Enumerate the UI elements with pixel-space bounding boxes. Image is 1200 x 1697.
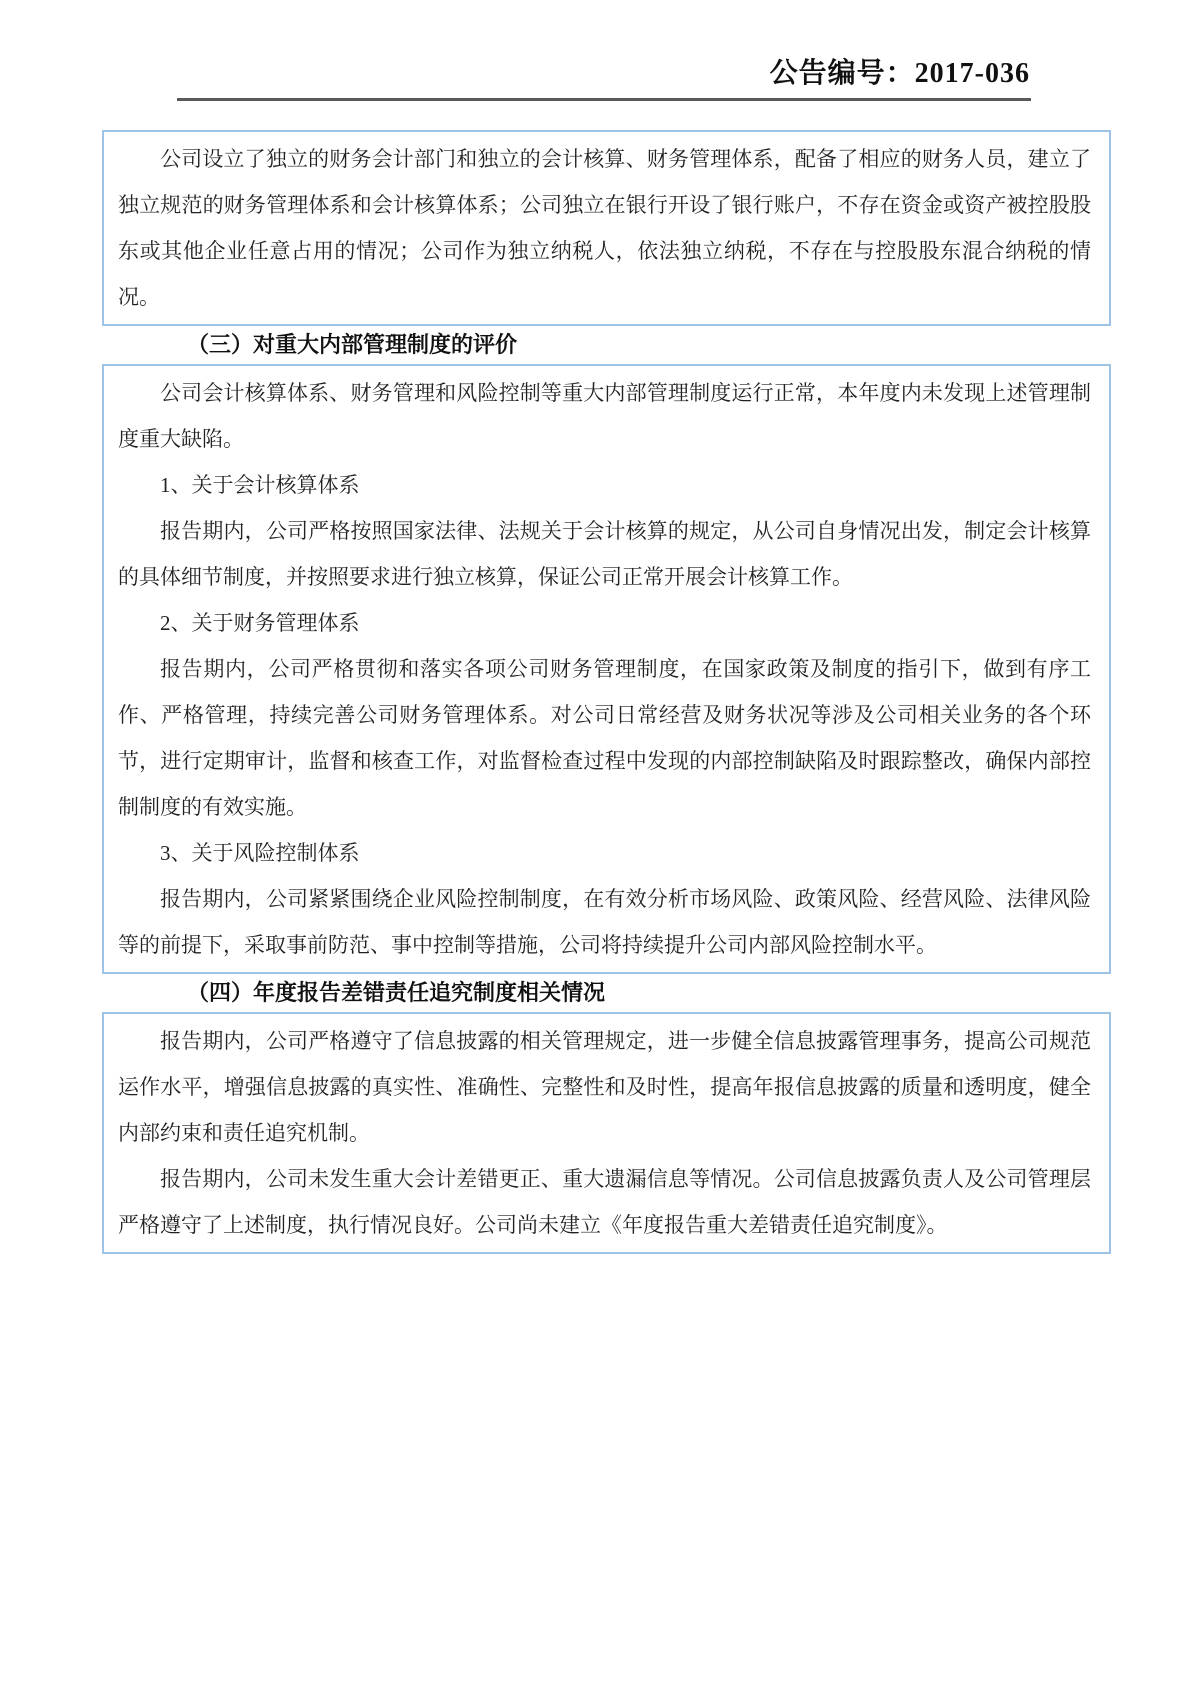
announcement-number: 公告编号：2017-036 xyxy=(769,58,1030,89)
paragraph: 报告期内，公司紧紧围绕企业风险控制制度，在有效分析市场风险、政策风险、经营风险、法律风险等的前提下，采取事前防范、事中控制等措施，公司将持续提升公司内部风险控制水平。 xyxy=(118,887,1091,957)
list-item-accounting-system: 1、关于会计核算体系 xyxy=(160,473,360,497)
text-box-independence xyxy=(102,130,1111,326)
paragraph: 公司设立了独立的财务会计部门和独立的会计核算、财务管理体系，配备了相应的财务人员，建立了独立规范的财务管理体系和会计核算体系；公司独立在银行开设了银行账户，不存在资金或资产被控股股东或其他企业任意占用的情况；公司作为独立纳税人，依法独立纳税，不存在与控股股东混合纳税的情况。 xyxy=(118,147,1091,309)
list-item-risk-control: 3、关于风险控制体系 xyxy=(160,841,360,865)
text-box-internal-management xyxy=(102,364,1111,974)
paragraph: 报告期内，公司严格按照国家法律、法规关于会计核算的规定，从公司自身情况出发，制定会计核算的具体细节制度，并按照要求进行独立核算，保证公司正常开展会计核算工作。 xyxy=(118,519,1091,589)
header-divider-rule xyxy=(177,98,1031,101)
paragraph: 公司会计核算体系、财务管理和风险控制等重大内部管理制度运行正常，本年度内未发现上述管理制度重大缺陷。 xyxy=(118,381,1091,451)
paragraph: 报告期内，公司未发生重大会计差错更正、重大遗漏信息等情况。公司信息披露负责人及公司管理层严格遵守了上述制度，执行情况良好。公司尚未建立《年度报告重大差错责任追究制度》。 xyxy=(118,1167,1091,1237)
paragraph: 报告期内，公司严格贯彻和落实各项公司财务管理制度，在国家政策及制度的指引下，做到有序工作、严格管理，持续完善公司财务管理体系。对公司日常经营及财务状况等涉及公司相关业务的各个环节，进行定期审计，监督和核查工作，对监督检查过程中发现的内部控制缺陷及时跟踪整改，确保内部控制制度的有效实施。 xyxy=(118,657,1091,819)
list-item-financial-management: 2、关于财务管理体系 xyxy=(160,611,360,635)
text-box-error-accountability xyxy=(102,1012,1111,1254)
section-heading-error-accountability: （四）年度报告差错责任追究制度相关情况 xyxy=(187,980,606,1005)
section-heading-internal-management: （三）对重大内部管理制度的评价 xyxy=(187,332,518,357)
paragraph: 报告期内，公司严格遵守了信息披露的相关管理规定，进一步健全信息披露管理事务，提高公司规范运作水平，增强信息披露的真实性、准确性、完整性和及时性，提高年报信息披露的质量和透明度，健全内部约束和责任追究机制。 xyxy=(118,1029,1091,1145)
